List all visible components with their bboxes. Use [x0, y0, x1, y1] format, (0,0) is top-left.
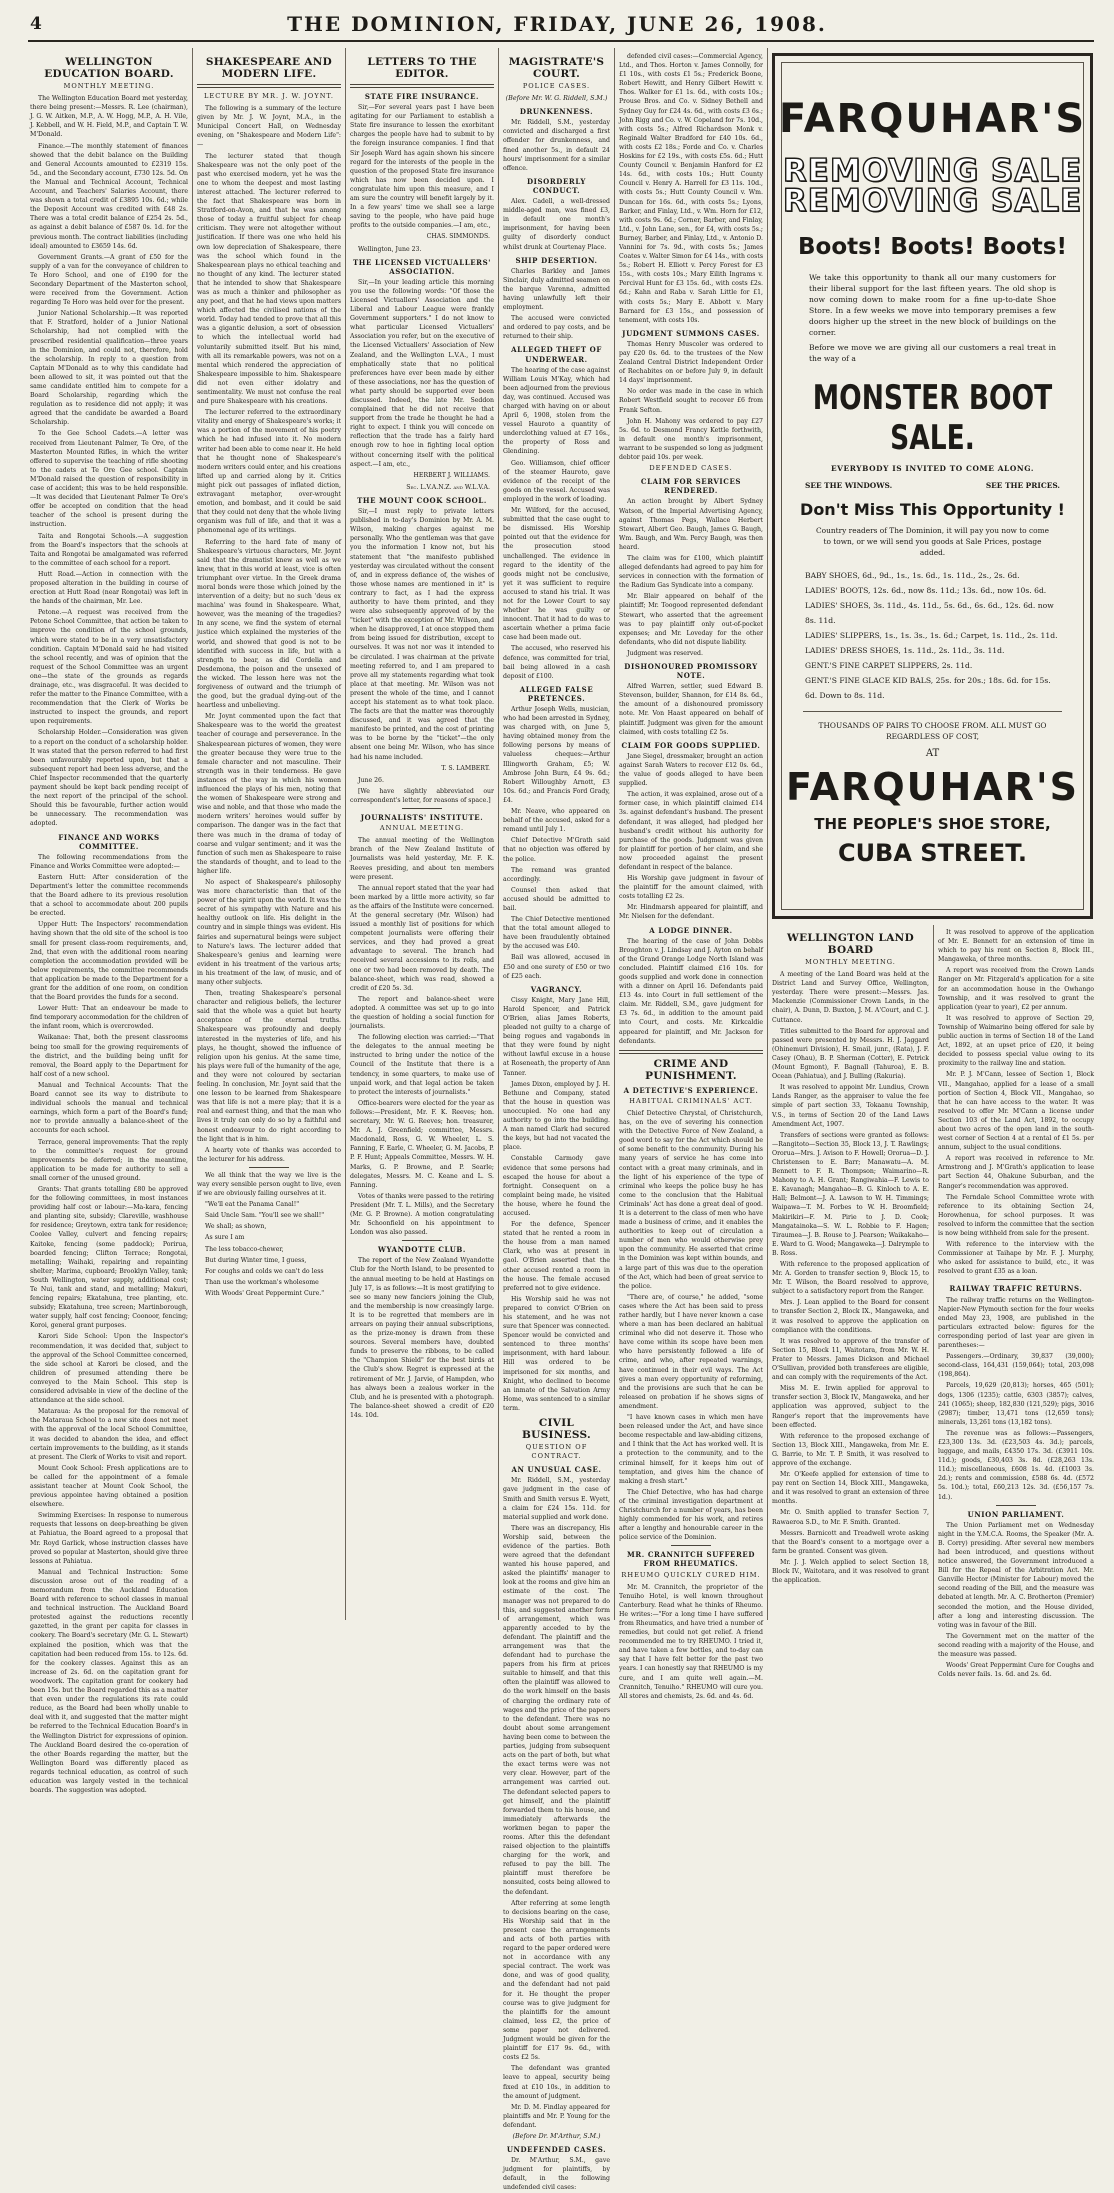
- paragraph: defended civil cases:—Commercial Agency, Ltd., and Thos. Horton v. James Connolly, for £1 10s., with costs £1 5s.; Frederick Boone, Robert Hewitt, and Henry Gilbert Hewitt v. Thos. Walker for £1 1s. 6d., with costs 10s.; Prouse Bros. and Co. v. Sidney Bethell and Sydney Guy for £24 4s. 6d., with costs £3 6s.; John Rigg and Co. v. W. Copeland for 7s. 10d., with costs 5s.; Alfred Richardson Monk v. Reginald Walter Bradford for £40 10s. 6d., with costs £2 18s.; Forde and Co. v. Charles Hoskins for £2 19s., with costs £5s. 6d.; Hutt County Council v. Benjamin Hanford for £2 14s. 6d., with costs 10s.; Hutt County Council v. Henry A. Harrell for £3 11s. 10d., with costs 5s.; Hutt County Council v. Wm. Duncan for 16s. 6d., with costs 5s.; Lyons, Barker, and Finlay, Ltd., v. Wm. Horn for £12, with costs 9s. 6d.; Corner, Barber, and Finlay, Ltd., v. John Lane, sen., for £4, with costs 5s.; Burney, Barber, and Finlay, Ltd., v. Antonio D. Vannini for 7s. 9d., with costs 5s.; James Coates v. Walter Simon for £4 14s., with costs 5s.; Robert H. Elliott v. Percy Forest for £3 15s., with costs 10s.; Mary Eilith Ingrams v. Percival Hunt for £3 15s. 6d., with costs £2s. 6d.; Kahn and Raba v. Sarah Little for £1, with costs 5s.; Mary E. Abbott v. Mary Barnard for £3 15s., and possession of tenement, with costs 10s.: [619, 53, 763, 324]
- advert-paragraph: We take this opportunity to thank all our many customers for their liberal support for the last fifteen years. The old shop is now coming down to make room for a fine up-to-date Shoe Store. In a few weeks we move into temporary premises a few doors higher up the street in the new block of buildings on the corner.: [809, 273, 1056, 337]
- paragraph: Mr. J. J. Welch applied to select Section 18, Block IV., Waitotara, and it was resolved to grant the application.: [772, 1558, 929, 1585]
- column-education-board: [30, 52, 188, 1795]
- paragraph: The revenue was as follows:—Passengers, £23,300 13s. 3d. (£23,503 4s. 3d.); parcels, luggage, and mails, £4350 17s. 3d. (£3911 10s. 11d.); goods, £30,403 3s. 8d. (£28,263 13s. 11d.); miscellaneous, £608 1s. 4d. (£1003 3s. 2d.); rents and commission, £588 6s. 4d. (£572 5s. 10d.); total, £60,213 12s. 3d. (£56,157 7s. 1d.).: [938, 1429, 1094, 1501]
- poem-line: With Woods' Great Peppermint Cure.": [205, 1289, 325, 1297]
- separator: [671, 1545, 711, 1546]
- article-subheading: LECTURE BY MR. J. W. JOYNT.: [204, 92, 334, 100]
- price-item: LADIES' BOOTS, 12s. 6d., now 8s. 11d.; 13s. 6d., now 10s. 6d.: [805, 586, 1047, 595]
- paragraph: The hearing of the case against William Louis M'Kay, which had been adjourned from the previous day, was continued. Accused was charged with having on or about April 6, 1908, stolen from the vessel Hauroto a quantity of underclothing valued at £7 16s., the property of Ross and Glendining.: [503, 366, 610, 456]
- separator: [402, 1240, 442, 1241]
- paragraph: Swimming Exercises: In response to numerous requests that lessons on deep-breathing be given at Pahiatua, the Board agreed to a proposal that Mr. Royd Garlick, whose instruction classes have proved so popular at Masterton, should give three lessons at Pahiatua.: [30, 1512, 188, 1565]
- letter-title: STATE FIRE INSURANCE.: [364, 92, 480, 101]
- paragraph: Terrace, general improvements: That the reply to the committee's request for ground improvements be deferred; in the meantime, application to be made for authority to sell a small corner of the unused ground.: [30, 1138, 188, 1182]
- section-heading: CIVIL BUSINESS.: [521, 1417, 592, 1442]
- paragraph: Grants: That grants totalling £80 be approved for the following committees, in most instances providing half cost or labour:—Ma-kara, fencing and planting site, subsidy; Clareville, washhouse for residence; Greytown, extra tank for residence; Coolee Valley, culvert and fencing repairs; Kaitoke, fencing (some paddock); Porirua, boarded fencing; Clifton Terrace; Rongotai, metalling; Waihaki, repairing and repainting shelter; Marima, cupboard; Brooklyn Valley, tank; South Wellington, water supply, additional cost; Te Nui, tank and stand, and metalling; Makuri, fencing repairs; Ekatahuna, tree planting, etc. subsidy; Ekatahuna, tree screen; Martinborough, water supply, half cost fencing; Coonoor, fencing; Koroi, general grant purposes.: [30, 1185, 188, 1330]
- paragraph: Chief Detective M'Grath said that no objection was offered by the police.: [503, 837, 610, 863]
- column-rule: [192, 48, 193, 1620]
- farquhars-advertisement: [772, 53, 1093, 919]
- paragraph: Mr. M. Crannitch, the proprietor of the Tenuiho Hotel, is well known throughout Canterbury. Read what he thinks of Rheumo. He writes:—"For a long time I have suffered from Rheumatics, and have tried a number of remedies, but could not get relief. A friend recommended me to try RHEUMO. I tried it, and have taken a few bottles, and to-day can say that I have felt better for the past two years. I can honestly say that RHEUMO is my cure, and I am quite well again.—M. Crannitch, Tenuiho." RHEUMO will cure you. All stores and chemists, 2s. 6d. and 4s. 6d.: [619, 1583, 763, 1700]
- column-land-board: [772, 928, 929, 1618]
- paragraph: It was resolved to approve of Section 29, Township of Waimarino being offered for sale by public auction in terms of Section 18 of the Land Act, 1892, at an upset price of £20, it being decided to possess special value owing to its proximity to the railway line and station.: [938, 1014, 1094, 1068]
- paragraph: Charles Barkley and James Sinclair, duly admitted seamen on the barque Varenna, admitted having unlawfully left their employment.: [503, 267, 610, 312]
- section-heading: FINANCE AND WORKS COMMITTEE.: [58, 832, 160, 851]
- advert-heading: MR. CRANNITCH SUFFERED FROM RHEUMATICS.: [626, 1550, 756, 1569]
- paragraph: It was resolved to appoint Mr. Lundius, Crown Lands Ranger, as the appraiser to value the fee simple of part section 33, Tokaanu Township, V.S., in terms of Section 20 of the Land Laws Amendment Act, 1907.: [772, 1084, 929, 1128]
- case-title: CLAIM FOR SERVICES RENDERED.: [640, 477, 742, 496]
- case-title: DISORDERLY CONDUCT.: [526, 176, 586, 195]
- paragraph: The accused were convicted and ordered to pay costs, and be returned to their ship.: [503, 315, 610, 341]
- case-title: DISHONOURED PROMISSORY NOTE.: [624, 662, 758, 681]
- paragraph: His Worship gave judgment in favour of the plaintiff for the amount claimed, with costs totalling £2 2s.: [619, 875, 763, 901]
- paragraph: It was resolved to approve of the application of Mr. E. Bennett for an extension of time in which to pay his rent on Section 8, Block III., Mangaweka, of three months.: [938, 929, 1094, 964]
- paragraph: Passengers.—Ordinary, 39,837 (39,000); second-class, 164,431 (159,064); total, 203,098 (198,864).: [938, 1353, 1094, 1379]
- case-title: DRUNKENNESS.: [519, 107, 594, 117]
- paragraph: Mr. Wilford, for the accused, submitted that the case ought to be dismissed. His Worship pointed out that the evidence for the prosecution stood unchallenged. The evidence in regard to the identity of the goods might not be conclusive, yet it was sufficient to require accused to stand his trial. It was not for the Lower Court to say whether he was guilty or innocent. That it had to do was to ascertain whether a prima facie case had been made out.: [503, 507, 610, 642]
- paragraph: Then, treating Shakespeare's personal character and religious beliefs, the lecturer said that the whole was a quiet but hearty acceptance of the eternal truths. Shakespeare was profoundly and deeply interested in the mysteries of life, and his plays, he thought, showed the influence of religion upon his genius. At the same time, his plays were full of the humanity of the age, and they were not coloured by sectarian feeling. In conclusion, Mr. Joynt said that the one lesson to be learned from Shakespeare was that life is not a mere play; that it is a real and earnest thing, and that the man who lives it truly can only do so by a faithful and honest endeavour to do right according to the light that is in him.: [197, 990, 341, 1143]
- case-title: CLAIM FOR GOODS SUPPLIED.: [621, 740, 761, 750]
- poem-intro: We all think that the way we live is the way every sensible person ought to live, even if we are obviously failing ourselves at it.: [197, 1171, 341, 1198]
- paragraph: A report was received from the Crown Lands Ranger on Mr. Fitzgerald's application for a site for an accommodation house in the Owhango Township, and it was resolved to grant the application (year to year), £2 per annum.: [938, 967, 1094, 1011]
- paragraph: The Ferndale School Committee wrote with reference to its obtaining Section 24, Horowhenua, for school purposes. It was resolved to inform the committee that the section is now being withheld from sale for the present.: [938, 1193, 1094, 1237]
- paragraph: "I have known cases in which men have been released under the Act, and have since become respectable and law-abiding citizens, and I think that the Act has worked well. It is a protection to the community, and to the criminal himself, for it keeps him out of temptation, and gives him the chance of making a fresh start.": [619, 1414, 763, 1485]
- paragraph: Hutt Road.—Action in connection with the proposed alteration in the building in course of erection at Hutt Road (near Rongotai) was left in the hands of the chairman, Mr. Lee.: [30, 570, 188, 606]
- paragraph: Eastern Hutt: After consideration of the Department's letter the committee recommends that the Board adhere to its previous resolution that a school to accommodate about 200 pupils be erected.: [30, 873, 188, 918]
- paragraph: Parcels, 19,629 (20,813); horses, 465 (501); dogs, 1306 (1235); cattle, 6303 (3857); calves, 241 (1065); sheep, 182,830 (121,529); pigs, 3016 (2987); timber, 13,471 tons (12,659 tons); minerals, 13,261 tons (13,182 tons).: [938, 1382, 1094, 1426]
- paragraph: After referring at some length to decisions bearing on the case, His Worship said that in the present case the arrangements and acts of both parties with regard to the paper ordered were not in accordance with any special contract. The work was done, and was of good quality, and the defendant had not paid for it. He thought the proper course was to give judgment for the plaintiffs for the amount claimed, less £2, the price of some paper not delivered. Judgment would be given for the plaintiff for £17 9s. 6d., with costs £2 5s.: [503, 1899, 610, 2062]
- price-item: LADIES' SHOES, 3s. 11d., 4s. 11d., 5s. 6d., 6s. 6d., 12s. 6d. now 8s. 11d.: [805, 601, 1054, 625]
- paragraph: The railway traffic returns on the Wellington-Napier-New Plymouth section for the four weeks ended May 23, 1908, are published in the particulars extracted below: figures for the corresponding period of last year are given in parentheses:—: [938, 1296, 1094, 1350]
- paragraph: Arthur Joseph Wells, musician, who had been arrested in Sydney, was charged with, on June 5, having obtained money from the following persons by means of valueless cheques:—Arthur Illingworth Graham, £5; W. Ambrose John Burn, £4 9s. 6d.; Robert Willoughby Arnott, £3 10s. 6d.; and Francis Ford Grady, £4.: [503, 706, 610, 804]
- paragraph: With reference to the interview with the Commissioner at Taihape by Mr. F. J. Murphy, who asked for assistance to build, etc., it was resolved to grant £35 as a loan.: [938, 1241, 1094, 1276]
- paragraph: Mr. O'Keefe applied for extension of time to pay rent on Section 14, Block XIII., Mangaweka, and it was resolved to grant an extension of three months.: [772, 1471, 929, 1506]
- paragraph: The report and balance-sheet were adopted. A committee was set up to go into the question of holding a social function for journalists.: [350, 995, 494, 1031]
- paragraph: Jane Siegel, dressmaker, brought an action against Sarah Waters to recover £12 0s. 6d., the value of goods alleged to have been supplied.: [619, 752, 763, 788]
- article-subheading: A DETECTIVE'S EXPERIENCE.: [623, 1085, 759, 1095]
- column-shakespeare: [197, 52, 341, 1618]
- letter-signature-title: Sec. L.V.A.N.Z. and W.L.V.A.: [406, 483, 490, 491]
- letter-title: THE MOUNT COOK SCHOOL.: [357, 495, 487, 505]
- case-title: ALLEGED THEFT OF UNDERWEAR.: [511, 345, 602, 364]
- advert-boots-line: Boots! Boots! Boots!: [798, 234, 1067, 260]
- paragraph: The lecturer stated that though Shakespeare was not the only poet of the past who exercised modern, yet he was the one to whom the deepest and most lasting interest attached. The lecturer referred to the fact that Shakespeare was born in Stratford-on-Avon, and that he was among those of today a fruitful subject for cheap criticism. They were not altogether without justification. If there was one who held his own low depreciation of Shakespeare, there was the school which found in the Shakespearean plays no ethical teaching and no thought of any kind. The lecturer stated that he intended to show that Shakespeare was as much a thinker and philosopher as any poet, and that he had views upon matters which affected the civilised nations of the world. Today had tended to prove that all this was a gigantic delusion, a sort of obsession to which the intellectual world had voluntarily submitted itself. But his mind, with all its remarkable powers, was not on a mental which rendered the appreciation of Shakespeare impossible to him. Shakespeare did not even either idolatry and sentimentality. We must not confuse the real and pure Shakespeare with his creations.: [197, 152, 341, 406]
- paragraph: Judgment was reserved.: [627, 649, 703, 657]
- paragraph: Sir,—In your leading article this morning you use the following words: "Of those the Licensed Victuallers' Association and the Liberal and Labour League were frankly Government supporters." I do not know to what particular Licensed Victuallers' Association you refer, but on the executive of the Licensed Victuallers' Association of New Zealand, and the Wellington L.V.A., I must emphatically state that no political preferences have ever been made by either of these associations, nor has the question of what party should be supported ever been discussed. Indeed, the late Mr. Seddon complained that he did not receive that support from the trade he thought he had a right to expect. I think you will concede on reflection that the trade has a fairly hard enough row to hoe in fighting local option without concerning itself with the political aspect.—I am, etc.,: [350, 278, 494, 468]
- poem-line: But during Winter time, I guess,: [205, 1256, 307, 1264]
- poem-line: "We'll eat the Panama Canal!": [205, 1201, 300, 1209]
- paragraph: The report of the New Zealand Wyandotte Club for the North Island, to be presented to the annual meeting to be held at Hastings on July 17, is as follows:—It is most gratifying to see so many new fanciers joining the Club, and the membership is now creasingly large. It is to be regretted that members are in arrears on paying their annual subscriptions, as the prize-money is drawn from these sources. Several members have, doubted funds to preserve the ribbons, to be called the "Champion Shield" for the best birds at the Club's show. Regret is expressed at the retirement of Mr. J. Jarvie, of Hampden, who has always been a zealous worker in the Club, and he is presented with a photograph. The balance-sheet showed a credit of £20 14s. 10d.: [350, 1257, 494, 1419]
- column-rule: [345, 48, 346, 1620]
- paragraph: Alfred Warren, settler, sued Edward B. Stevenson, builder, Shannon, for £14 8s. 6d., the amount of a dishonoured promissory note. Mr. Von Haast appeared on behalf of plaintiff. Judgment was given for the amount claimed, with costs totalling £2 5s.: [619, 683, 763, 736]
- paragraph: With reference to the proposed exchange of Section 13, Block XIII., Mangaweka, from Mr. E. G. Barrie, to Mr. T. P. Smith, it was resolved to approve of the exchange.: [772, 1432, 929, 1467]
- price-item: LADIES' DRESS SHOES, 1s. 11d., 2s. 11d., 3s. 11d.: [805, 646, 1005, 655]
- paragraph: Referring to the hard fate of many of Shakespeare's virtuous characters, Mr. Joynt said that the dramatist knew as well as we knew, that in this world at least, vice is often triumphant over virtue. In the Greek drama moral bonds were those which joined by the intervention of a deity; but no such 'deus ex machina' was found in Shakespeare. What, however, was the meaning of the tragedies? In any scene, we find the system of eternal justice which explained the mysteries of the world, and showed that good is not to be identified with success in life, but with a strength to bear, as did Cordelia and Desdemona, the poison and the unsexed of the wicked. The lesson here was not the forgiveness of outward and the triumph of the good, but the gradual dying-out of the heartless and unbelieving.: [197, 538, 341, 710]
- paragraph: The hearing of the case of John Dobbs Broughton v. J. Lindsay and J. Ayton on behalf of the Grand Orange Lodge North Island was concluded. Plaintiff claimed £16 10s. for goods supplied and work done in connection with a dinner on April 16. Defendants paid £13 4s. into Court in full settlement of the claim. Mr. Riddell, S.M., gave judgment for £3 7s. 6d., in addition to the amount paid into Court, and costs. Mr. Kirkcaldie appeared for plaintiff, and Mr. Jackson for defendants.: [619, 937, 763, 1045]
- poem-line: Than use the workman's wholesome: [205, 1278, 319, 1286]
- paragraph: "There are, of course," he added, "some cases where the Act has been said to press rather hardly, but I have never known a case where a man has been declared an habitual criminal who did not deserve it. Those who have come within its scope have been men who have persistently followed a life of crime, and who, after repeated warnings, have continued in their evil ways. The Act gives a man every opportunity of reforming, and the provisions are such that he can be released on probation if he shows signs of amendment.: [619, 1293, 763, 1410]
- section-subheading: ANNUAL MEETING.: [379, 824, 465, 833]
- letter-dateline: June 26.: [358, 776, 384, 784]
- editor-note: [We have slightly abbreviated our correspondent's letter, for reasons of space.]: [350, 787, 494, 804]
- paragraph: No aspect of Shakespeare's philosophy was more characteristic than that of the power of the spirit upon the world. It was the secret of his sympathy with Nature and his healthy outlook on life. His delight in the country and in simple things was evident. His fairies and supernatural beings were subject to Nature's laws. The lecturer added that Shakespeare's genius and learning were evident in his treatment of the various arts; in his treatment of the law, of music, and of many other subjects.: [197, 878, 341, 986]
- paragraph: Mr. Riddell, S.M., yesterday convicted and discharged a first offender for drunkenness, and fined another 5s., in default 24 hours' imprisonment for a similar offence.: [503, 119, 610, 172]
- paragraph: Mr. Riddell, S.M., yesterday gave judgment in the case of Smith and Smith versus E. Wyett, a claim for £24 15s. 11d. for material supplied and work done.: [503, 1477, 610, 1521]
- paragraph: A meeting of the Land Board was held at the District Land and Survey Office, Wellington, yesterday. There were present:—Messrs. Jas. Mackenzie (Commissioner Crown Lands, in the chair), A. Dunn, D. Buxton, J. M. A'Court, and C. J. Cuttance.: [772, 971, 929, 1024]
- paragraph: Manual and Technical Instruction: Some discussion arose out of the reading of a memorandum from the Auckland Education Board with reference to school classes in manual and technical instruction. The Auckland Board protested against the reductions recently gazetted, in the grant per capita for classes in cookery. The Board's secretary (Mr. G. L. Stewart) explained the position, which was that the capitation had been reduced from 15s. to 12s. 6d. for the cookery classes. Against this as an increase of 2s. 6d. on the capitation grant for woodwork. The capitation grant for cookery had been 15s. but the Board regarded this as a matter that even under the regulations its rate could reduce, as the Board had been wholly unable to deal with it, and suggested that the matter might be referred to the Technical Education Board's in the Wellington District for expressions of opinion. The Auckland Board desired the co-operation of the other Boards regarding the matter, but the Wellington Board was differently placed as regards technical education, as control of such education was largely vested in the technical boards. The suggestion was adopted.: [30, 1568, 188, 1795]
- masthead: [0, 0, 1114, 46]
- column-rule: [767, 48, 768, 1620]
- paragraph: The Wellington Education Board met yesterday, there being present:—Messrs. R. Lee (chairman), J. G. W. Aitken, M.P., A. W. Hogg, M.P., A. H. Vile, J. Kebbell, and W. H. Field, M.P., and Captain T. W. M'Donald.: [30, 95, 188, 139]
- paragraph: No order was made in the case in which Robert Westfield sought to recover £6 from Frank Sefton.: [619, 388, 763, 414]
- advert-at: AT: [925, 748, 940, 759]
- article-heading: WELLINGTON EDUCATION BOARD.: [44, 56, 174, 80]
- paragraph: It was resolved to approve of the transfer of Section 15, Block 11, Waitotara, from Mr. W. H. Frater to Messrs. James Dickson and Michael O'Sullivan, provided both transferees are eligible, and can comply with the requirements of the Act.: [772, 1337, 929, 1382]
- paragraph: Manual and Technical Accounts: That the Board cannot see its way to distribute to individual schools the manual and technical earnings, which form a part of the Board's fund; nor to provide annually a balance-sheet of the accounts for each school.: [30, 1081, 188, 1135]
- paragraph: Taita and Rongotai Schools.—A suggestion from the Board's inspectors that the schools at Taita and Rongotai be amalgamated was referred to the committee of each school for a report.: [30, 532, 188, 567]
- paragraph: The Union Parliament met on Wednesday night in the Y.M.C.A. Rooms, the Speaker (Mr. A. B. Corry) presiding. After several new members had been introduced, and questions without notice answered, the Government introduced a Bill for the Repeal of the Arbitration Act. Mr. Ganville Hector (Minister for Labour) moved the second reading of the Bill, and the measure was debated at length. Mr. A. C. Brotherton (Premier) seconded the motion, and the House divided, after a long and interesting discussion. The voting was in favour of the Bill.: [938, 1521, 1094, 1629]
- advert-windows: SEE THE WINDOWS.: [805, 481, 893, 490]
- section-heading: WYANDOTTE CLUB.: [378, 1245, 466, 1255]
- advert-inner-border: [781, 62, 1084, 910]
- paragraph: Mr. P. J. M'Cann, lessee of Section 1, Block VII., Mangahao, applied for a lease of a small portion of Section 4, Block VII., Mangahao, so that he can have access to the water. It was resolved to offer Mr. M'Cann a license under Section 103 of the Land Act, 1892, to occupy about two acres of the open land in the south-west corner of Section 4 at a rental of £1 5s. per annum, subject to the usual conditions.: [938, 1071, 1094, 1152]
- paragraph: Mount Cook School: Fresh applications are to be called for the appointment of a female assistant teacher at Mount Cook School, the previous appointee having obtained a position elsewhere.: [30, 1464, 188, 1509]
- section-heading: RAILWAY TRAFFIC RETURNS.: [949, 1284, 1083, 1294]
- paragraph: The annual report stated that the year had been marked by a little more activity, so far as the affairs of the Institute were concerned. At the general secretary (Mr. Wilson) had issued a monthly list of positions for which competent journalists were offering their services, and they had proved a great advantage to several. The branch had received several accessions to its rolls, and one or two had been removed by death. The balance-sheet, which was read, showed a credit of £20 5s. 3d.: [350, 884, 494, 992]
- byline: (Before Mr. W. G. Riddell, S.M.): [505, 94, 608, 103]
- poem-line: We shall; as shown,: [205, 1223, 267, 1231]
- price-item: GENT.'S FINE GLACE KID BALS, 25s. for 20s.; 18s. 6d. for 15s. 6d. Down to 8s. 11d.: [805, 676, 1051, 700]
- price-item: GENT.'S FINE CARPET SLIPPERS, 2s. 11d.: [805, 661, 973, 670]
- paragraph: Counsel then asked that accused should be admitted to bail.: [503, 886, 610, 912]
- advert-sale-banner: REMOVING SALE: [782, 153, 1083, 189]
- paragraph: Waikanae: That, both the present classrooms being too small for the growing requirements of the district, and the building being unfit for removal, the Board apply to the Department for half cost of a new school.: [30, 1034, 188, 1078]
- advert-street: CUBA STREET.: [837, 839, 1028, 867]
- case-title: VAGRANCY.: [530, 984, 583, 994]
- article-heading: LETTERS TO THE EDITOR.: [367, 56, 477, 80]
- article-subheading: MONTHLY MEETING.: [805, 958, 896, 966]
- paragraph: A hearty vote of thanks was accorded to the lecturer for his address.: [197, 1146, 341, 1163]
- paragraph: The remand was granted accordingly.: [503, 866, 610, 883]
- paragraph: Mr. Neave, who appeared on behalf of the accused, asked for a remand until July 1.: [503, 808, 610, 834]
- article-heading: MAGISTRATE'S COURT.: [508, 56, 605, 80]
- column-rule: [614, 48, 615, 1620]
- separator: [996, 1279, 1036, 1280]
- article-heading: WELLINGTON LAND BOARD: [787, 932, 914, 956]
- poem-line: Said Uncle Sam. "You'll see we shall!": [205, 1212, 325, 1220]
- paragraph: An action brought by Albert Sydney Watson, of the Imperial Advertising Agency, against Thomas Pegs, Wallace Herbert Stewart, Albert Geo. Baugh, James G. Baugh, Wm. Baugh, and Wm. Percy Baugh, was then heard.: [619, 498, 763, 551]
- paragraph: The action, it was explained, arose out of a former case, in which plaintiff claimed £14 3s. against defendant's husband. The present defendant, it was alleged, had pledged her husband's credit without his authority for purchase of the goods. Judgment was given for plaintiff for portion of her claim, and she now proceeded against the present defendant in respect of the balance.: [619, 791, 763, 871]
- advert-miss-line: Don't Miss This Opportunity !: [800, 500, 1065, 519]
- paragraph: Mr. O. Smith applied to transfer Section 7, Rawaeroa S.D., to Mr. F. Smith. Granted.: [772, 1509, 929, 1526]
- paragraph: Karori Side School: Upon the Inspector's recommendation, it was decided that, subject to the approval of the School Committee concerned, the side school at Karori be closed, and the children of presumed attending there be conveyed to the Main School. This step is considered advisable in view of the decline of the attendance at the side school.: [30, 1333, 188, 1405]
- paragraph: The defendant was granted leave to appeal, security being fixed at £10 10s., in addition to the amount of judgment.: [503, 2065, 610, 2100]
- masthead-rule: [28, 40, 1094, 42]
- poem-line: The less tobacco-chewer,: [205, 1245, 284, 1253]
- article-subheading: MONTHLY MEETING.: [63, 82, 155, 90]
- paragraph: The following recommendations from the Finance and Works Committee were adopted:—: [30, 853, 188, 870]
- paragraph: Sir,—For several years past I have been agitating for our Parliament to establish a State fire insurance to lessen the exorbitant charges the people have had to submit to by the foreign insurance companies. I find that Sir Joseph Ward has again shown his sincere regard for the interests of the people in the question of the proposed State fire insurance which has now been decided upon. I congratulate him upon this measure, and I am sure the country will benefit largely by it. In a few years' time we shall see a large saving to the people, who have paid huge profits to the outside companies.—I am, etc.,: [350, 104, 494, 230]
- separator: [402, 808, 442, 809]
- paragraph: Constable Carmody gave evidence that some persons had escaped the house for about a fortnight. Consequent on a complaint being made, he visited the house, where he found the accused.: [503, 1155, 610, 1217]
- paragraph: The following is a summary of the lecture given by Mr. J. W. Joynt, M.A., in the Municipal Concert Hall, on Wednesday evening, on "Shakespeare and Modern Life":—: [197, 105, 341, 149]
- column-court-continued: [619, 52, 763, 1700]
- paragraph: Bail was allowed, accused in £50 and one surety of £50 or two of £25 each.: [503, 954, 610, 980]
- case-title: SHIP DESERTION.: [515, 255, 598, 265]
- paragraph: His Worship said he was not prepared to convict O'Brien on his statement, and he was not sure that Spencer was connected. Spencer would be convicted and sentenced to three months' imprisonment, with hard labour. Hill was ordered to be imprisoned for six months, and Knight, who declined to become an inmate of the Salvation Army Home, was sentenced to a similar term.: [503, 1295, 610, 1412]
- price-item: BABY SHOES, 6d., 9d., 1s., 1s. 6d., 1s. 11d., 2s., 2s. 6d.: [805, 571, 1020, 580]
- advert-country-note: Country readers of The Dominion, it will pay you now to come to town, or we will send you goods at Sale Prices, postage added.: [816, 526, 1049, 557]
- paragraph: To the Gee School Cadets.—A letter was received from Lieutenant Palmer, Te Ore, of the Masterton Mounted Rifles, in which the writer offered to supervise the teaching of rifle shooting to the cadets at Te Ore Gee school. Captain M'Donald raised the question of responsibility in case of accident; this was to be held responsible.—It was decided that Lieutenant Palmer Te Ore's offer be accepted on condition that the head teacher of the school is present during the instruction.: [30, 430, 188, 529]
- article-subheading: HABITUAL CRIMINALS' ACT.: [629, 1096, 753, 1105]
- paragraph: Titles submitted to the Board for approval and passed were presented by Messrs. H. J. Jaggard (Ohinemuri Division), H. Smail, junr., (Rata), J. F. Casey (Ohau), B. P. Sherman (Cotter), E. Petrick (Mount Egmont), F. Bagnall (Tahuroa), E. B. Ocean (Pahiatua), and J. Bulling (Rakuria).: [772, 1027, 929, 1081]
- paragraph: Sir,—I must reply to private letters published in to-day's Dominion by Mr. A. M. Wilson, making charges against me personally. Who the gentleman was that gave you the information I know not, but his statement that "the manifesto published yesterday was circulated without the consent of, and in express defiance of, the wishes of those whose names are mentioned in it" is contrary to fact, as I had the express authority to have them printed, and they were also subsequently approved of by the "ticket" with the exception of Mr. Wilson, and when he disapproved, I at once stopped them from being issued for distribution, except to ourselves. It was not nor was it intended to be circulated. I was chairman at the private meeting referred to, and I am prepared to prove all my statements regarding what took place at that meeting. Mr. Wilson was not present the whole of the time, and I cannot accept his statement as to what took place. The facts are that the matter was thoroughly discussed, and it was agreed that the manifesto be printed, and the cost of printing was to be borne by the "ticket"—the only absent one being Mr. Wilson, who has since had his name included.: [350, 508, 494, 761]
- paragraph: Mr. Joynt commented upon the fact that Shakespeare was to the world the greatest teacher of courage and perseverance. In the Shakespearean pictures of women, they were the greater because they were true to the female character and not masculine. Their strength was in their tenderness. He gave instances of the way in which his women influenced the plays of his men, noting that the women of Shakespeare were strong and wise and noble, and that those who made the modern writers' heroines would suffer by comparison. The danger was in the fact that there was much in the drama of today of coarse and vulgar sentiment; and it was the function of such men as Shakespeare to raise the standards of thought, and to lead to the higher life.: [197, 713, 341, 875]
- advert-prices: SEE THE PRICES.: [985, 481, 1060, 490]
- advert-sale-banner: REMOVING SALE: [782, 183, 1083, 219]
- double-rule: [350, 84, 494, 88]
- advert-invite: EVERYBODY IS INVITED TO COME ALONG.: [830, 464, 1035, 473]
- page-number: 4: [30, 14, 42, 34]
- paragraph: John H. Mahony was ordered to pay £27 5s. 6d. to Desmond Francy Kettle forthwith, in default one month's imprisonment, warrant to be suspended so long as judgment debtor paid 10s. per week.: [619, 417, 763, 462]
- paragraph: Government Grants.—A grant of £50 for the supply of a van for the conveyance of children to Te Horo School, and one of £190 for the Secondary Department of the Masterton school, were received from the Government. Action regarding Te Horo was held over for the present.: [30, 253, 188, 307]
- separator: [249, 1167, 289, 1168]
- double-rule: [619, 1050, 763, 1054]
- letter-signature: HERBERT J. WILLIAMS.: [413, 471, 490, 479]
- poem-line: As sure I am: [205, 1234, 245, 1242]
- column-rule: [933, 925, 934, 1620]
- paragraph: The Government met on the matter of the second reading with a majority of the House, and the measure was passed.: [938, 1632, 1094, 1659]
- article-heading: CRIME AND PUNISHMENT.: [645, 1057, 737, 1082]
- paragraph: Mrs. J. Lean applied to the Board for consent to transfer Section 2, Block IX., Mangaweka, and it was resolved to approve the application on compliance with the conditions.: [772, 1299, 929, 1334]
- section-heading: JUDGMENT SUMMONS CASES.: [622, 328, 760, 338]
- advert-subheading: RHEUMO QUICKLY CURED HIM.: [621, 1570, 761, 1579]
- paragraph: Mr. Hindmarsh appeared for plaintiff, and Mr. Nielsen for the defendant.: [619, 904, 763, 921]
- paragraph: James Dixon, employed by J. H. Bethune and Company, stated that the house in question was unoccupied. No one had any authority to go into the building. A man named Clark had secured the keys, but had not vacated the place.: [503, 1080, 610, 1152]
- letter-title: THE LICENSED VICTUALLERS' ASSOCIATION.: [353, 257, 491, 276]
- column-rule: [498, 48, 499, 1620]
- section-heading: UNION PARLIAMENT.: [967, 1509, 1065, 1519]
- advert-store: THE PEOPLE'S SHOE STORE,: [814, 815, 1051, 833]
- separator: [996, 1505, 1036, 1506]
- column-railway-union: [938, 928, 1094, 1679]
- paragraph: Mr. D. M. Findlay appeared for plaintiffs and Mr. P. Young for the defendant.: [503, 2103, 610, 2129]
- case-title: ALLEGED FALSE PRETENCES.: [519, 684, 594, 703]
- column-magistrates-court: [503, 52, 610, 2192]
- advert-brand: FARQUHAR'S: [778, 96, 1087, 142]
- paragraph: The annual meeting of the Wellington branch of the New Zealand Institute of Journalists was held yesterday, Mr. F. K. Reeves presiding, and about ten members were present.: [350, 837, 494, 881]
- letter-dateline: Wellington, June 23.: [358, 245, 422, 253]
- paragraph: Cissy Knight, Mary Jane Hill, Harold Spencer, and Patrick O'Brien, alias James Roberts, pleaded not guilty to a charge of being rogues and vagabonds in that they were found by night without lawful excuse in a house at Roseneath, the property of Ann Tanner.: [503, 996, 610, 1077]
- advert-monster-sale: MONSTER BOOT SALE.: [812, 378, 1053, 458]
- paragraph: The following election was carried:—"That the delegates to the annual meeting be instructed to bring under the notice of the Council of the Institute that there is a tendency, in some quarters, to make use of unpaid work, and that legal action be taken to protect the interests of journalists.": [350, 1034, 494, 1096]
- paragraph: Lower Hutt: That an endeavour be made to find temporary accommodation for the children of the infant room, which is overcrowded.: [30, 1005, 188, 1031]
- paragraph: Alex. Cadell, a well-dressed middle-aged man, was fined £3, in default one month's imprisonment, for having been guilty of disorderly conduct whilst drunk at Courtenay Place.: [503, 198, 610, 251]
- paragraph: Miss M. E. Irwin applied for approval to transfer section 3, Block IV., Mangaweka, and her application was approved, subject to the Ranger's report that the improvements have been effected.: [772, 1385, 929, 1429]
- paragraph: The Chief Detective, who has had charge of the criminal investigation department at Christchurch for a number of years, has been highly commended for his work, and retires after a lengthy and honourable career in the police service of the Dominion.: [619, 1488, 763, 1542]
- paragraph: Upper Hutt: The Inspectors' recommendation having shown that the old site of the school is too small for present class-room requirements, and, 2nd, that even with the additional room nearing completion the accommodation provided will be below requirements, the committee recommends that application be made to the Department for a grant for the addition of one room, on condition that the Board provides the funds for a second.: [30, 921, 188, 1002]
- paragraph: Office-bearers were elected for the year as follows:—President, Mr. F. K. Reeves; hon. secretary, Mr. W. G. Reeves; hon. treasurer, Mr. A. J. Greenfield; committee, Messrs. Macdonald, Ross, G. W. Wheeler, L. S. Fanning, F. Earle, C. Wheeler, G. M. Jacobs, P. P. F. Hunt; Appeals Committee, Messrs. W. H. Marks, G. P. Browne, and P. Searle; delegates, Messrs. M. C. Keane and L. S. Fanning.: [350, 1099, 494, 1189]
- double-rule: [197, 84, 341, 88]
- article-subheading: POLICE CASES.: [522, 82, 591, 90]
- paragraph: Woods' Great Peppermint Cure for Coughs and Colds never fails. 1s. 6d. and 2s. 6d.: [938, 1662, 1094, 1679]
- paragraph: Chief Detective Chrystal, of Christchurch, has, on the eve of severing his connection with the Detective Force of New Zealand, a good word to say for the Act which should be of some benefit to the community. During his many years of service he has come into contact with a great many criminals, and in the light of his experience of the type of criminal who keeps the police busy he has come to the conclusion that the Habitual Criminals' Act has done a great deal of good. It is a deterrent to the class of men who have made a business of crime, and it enables the authorities to keep out of circulation a number of men who would otherwise prey upon the community. He asserted that crime in the Dominion was kept within bounds, and a large part of this was due to the operation of the Act, which had been of great service to the police.: [619, 1109, 763, 1290]
- paragraph: Thomas Henry Muscoler was ordered to pay £20 0s. 6d. to the trustees of the New Zealand Central District Independent Order of Rechabites on or before July 9, in default 14 days' imprisonment.: [619, 340, 763, 385]
- paragraph: A report was received in reference to Mr. Armstrong and J. M'Grath's application to lease part Section 44, Ohakune Suburban, and the Ranger's recommendation was approved.: [938, 1155, 1094, 1190]
- section-subheading: QUESTION OF CONTRACT.: [525, 1443, 588, 1461]
- paragraph: Junior National Scholarship.—It was reported that F. Stratford, holder of a Junior National Scholarship, had not complied with the prescribed residential qualification—three years in the Dominion, and could not, therefore, hold the scholarship. In reply to a question from Captain M'Donald as to why this candidate had been allowed to sit, it was pointed out that the same candidate entitled him to compete for a Board Scholarship, regarding which the regulation as to residence did not apply; it was agreed that the candidate be awarded a Board Scholarship.: [30, 310, 188, 427]
- paragraph: With reference to the proposed application of Mr. A. Gorden to transfer section 9, Block 15, to Mr. T. Wilson, the Board resolved to approve, subject to a satisfactory report from the Ranger.: [772, 1261, 929, 1296]
- paragraph: Transfers of sections were granted as follows:—Rangitoto—Section 35, Block 13, J. T. Rawlings; Ororua—Mrs. J. Avison to F. Howell; Ororua—D. J. Christensen to E. Barr; Manawatu—A. M. Bennett to F. R. Thompson; Waimarino—R. Mahony to A. H. Grant; Rangiwahia—F. Lewis to E. Kavanagh; Mangahao—B. G. Kinloch to A. E. Hall; Belmont—J. A. Lawson to W. H. Timmings; Waipawa—T. M. Forbes to W. H. Broomfield; Makirikiri—F. M. Pirie to J. D. Cook; Mangatainoka—S. W. L. Robbie to F. Hagen; Tiraumea—J. B. Rouse to J. Pearson; Waikakaho—E. Ward to G. Wood; Mangaweka—J. Dalrymple to B. Ross.: [772, 1131, 929, 1257]
- paragraph: The accused, who reserved his defence, was committed for trial, bail being allowed in a cash deposit of £100.: [503, 645, 610, 680]
- section-heading: JOURNALISTS' INSTITUTE.: [360, 813, 484, 823]
- advert-thousands: THOUSANDS OF PAIRS TO CHOOSE FROM. ALL MUST GO REGARDLESS OF COST,: [818, 721, 1047, 741]
- newspaper-title: THE DOMINION, FRIDAY, JUNE 26, 1908.: [287, 12, 827, 36]
- case-title: UNDEFENDED CASES.: [506, 2145, 607, 2155]
- paragraph: Messrs. Barnicott and Treadwell wrote asking that the Board's consent to a mortgage over a farm be granted. Consent was given.: [772, 1529, 929, 1555]
- paragraph: The Chief Detective mentioned that the total amount alleged to have been fraudulently obtained by the accused was £40.: [503, 916, 610, 951]
- paragraph: Petone.—A request was received from the Petone School Committee, that action be taken to improve the condition of the school grounds, which were stated to be in a very unsatisfactory condition. Captain M'Donald said he had visited the school recently, and was of opinion that the request of the School Committee was an urgent one—the state of the grounds as regards drainage, etc., was disgraceful. It was decided to refer the matter to the Finance Committee, with a recommendation that the Clerk of Works be instructed to inspect the grounds, and report upon requirements.: [30, 609, 188, 726]
- section-subheading: DEFENDED CASES.: [649, 464, 733, 473]
- letter-signature: T. S. LAMBERT.: [441, 764, 490, 772]
- paragraph: There was an discrepancy, His Worship said, between the evidence of the parties. Both were agreed that the defendant wanted his house papered, and asked the plaintiffs' manager to look at the rooms and give him an estimate of the cost. The manager was not prepared to do this, and suggested another form of arrangement, which was apparently acceded to by the defendant. The plaintiff and the arrangement was that the defendant had to purchase the papers from his firm at prices suitable to himself, and that this often the plaintiff was allowed to do the work himself on the basis of charging the ordinary rate of wages and the price of the papers to the defendant. There was no doubt about some arrangement having been come to between the parties, judging from subsequent acts on the part of both, but what the exact terms were was not very clear. However, part of the arrangement was carried out. The defendant selected papers to get himself, and the plaintiff forwarded them to his house, and immediately afterwards the workmen began to paper the rooms. After this the defendant raised objection to the plaintiffs charging for the work, and refused to pay the bill. The plaintiff must therefore be nonsuited, costs being allowed to the defendant.: [503, 1524, 610, 1896]
- article-heading: SHAKESPEARE AND MODERN LIFE.: [205, 56, 333, 80]
- paragraph: The claim was for £100, which plaintiff alleged defendants had agreed to pay him for services in connection with the formation of the Radium Gas Syndicate into a company.: [619, 554, 763, 590]
- paragraph: For the defence, Spencer stated that he rented a room in the house from a man named Clark, who was at present in gaol. O'Brien asserted that the other accused rented a room in the house. The female accused preferred not to give evidence.: [503, 1221, 610, 1292]
- paragraph: The lecturer referred to the extraordinary vitality and energy of Shakespeare's works; it was a portion of the movement of his poetry which he had infused into it. No modern writer had been able to come near it. He held that he thought none of Shakespeare's modern writers could enter, and his creations lifted up and carried along by it. Critics might pick out passages of inflated diction, extravagant metaphor, over-wrought emotion, and bombast, and it could be said that they could not deny that the whole living organism was full of life, and that it was a phenomenal age of its writings.: [197, 409, 341, 535]
- price-item: LADIES' SLIPPERS, 1s., 1s. 3s., 1s. 6d.; Carpet, 1s. 11d., 2s. 11d.: [805, 631, 1058, 640]
- case-title: AN UNUSUAL CASE.: [511, 1465, 602, 1475]
- byline: (Before Dr. M'Arthur, S.M.): [512, 2131, 601, 2140]
- paragraph: Finance.—The monthly statement of finances showed that the debit balance on the Building and General Accounts amounted to £2319 15s. 5d., and the Secondary account, £730 12s. 5d. On the Manual and Technical Account, Technical Account, and Teachers' Salaries Account, there was shown a total credit of £3895 10s. 6d.; while the Deposit Account was credited with £48 2s. There was a total credit balance of £254 2s. 5d., as against a debit balance of £587 0s. 1d. for the previous month. The contract liabilities (including ideal) amounted to £3659 14s. 6d.: [30, 142, 188, 250]
- advert-paragraph: Before we move we are giving all our customers a real treat in the way of a: [809, 343, 1056, 363]
- paragraph: Scholarship Holder.—Consideration was given to a report on the conduct of a scholarship holder. It was stated that the person referred to had first been unfavourably reported upon, but that a subsequent report had been less adverse, and the Chief Inspector recommended that the quarterly payment should be kept back pending receipt of the next report of the principal of the school. Should this be favourable, further action would be unnecessary. The recommendation was adopted.: [30, 729, 188, 828]
- column-letters: [350, 52, 494, 1618]
- advert-brand-footer: FARQUHAR'S: [786, 765, 1079, 809]
- paragraph: Votes of thanks were passed to the retiring President (Mr. T. L. Mills), and the Secretary (Mr. G. P. Browne). A motion congratulating Mr. Schoonfield on his appointment to London was also passed.: [350, 1192, 494, 1237]
- poem-line: For coughs and colds we can't do less: [205, 1267, 324, 1275]
- paragraph: Geo. Williamson, chief officer of the steamer Hauroto, gave evidence of the receipt of the goods on the vessel. Accused was employed in the work of loading.: [503, 459, 610, 503]
- paragraph: Mataraua: As the proposal for the removal of the Mataraua School to a new site does not meet with the approval of the local School Committee, it was decided to abandon the idea, and effect certain improvements to the building, as it stands at present. The Clerk of Works to visit and report.: [30, 1408, 188, 1461]
- letter-signature: CHAS. SIMMONDS.: [426, 233, 490, 241]
- case-title: A LODGE DINNER.: [649, 925, 733, 935]
- paragraph: Dr. M'Arthur, S.M., gave judgment for plaintiffs, by default, in the following undefended civil cases:: [503, 2157, 610, 2192]
- paragraph: Mr. Blair appeared on behalf of the plaintiff; Mr. Toogood represented defendant Stewart, who asserted that the agreement was to pay plaintiff only out-of-pocket expenses; and Mr. Loveday for the other defendants, who did not dispute liability.: [619, 593, 763, 646]
